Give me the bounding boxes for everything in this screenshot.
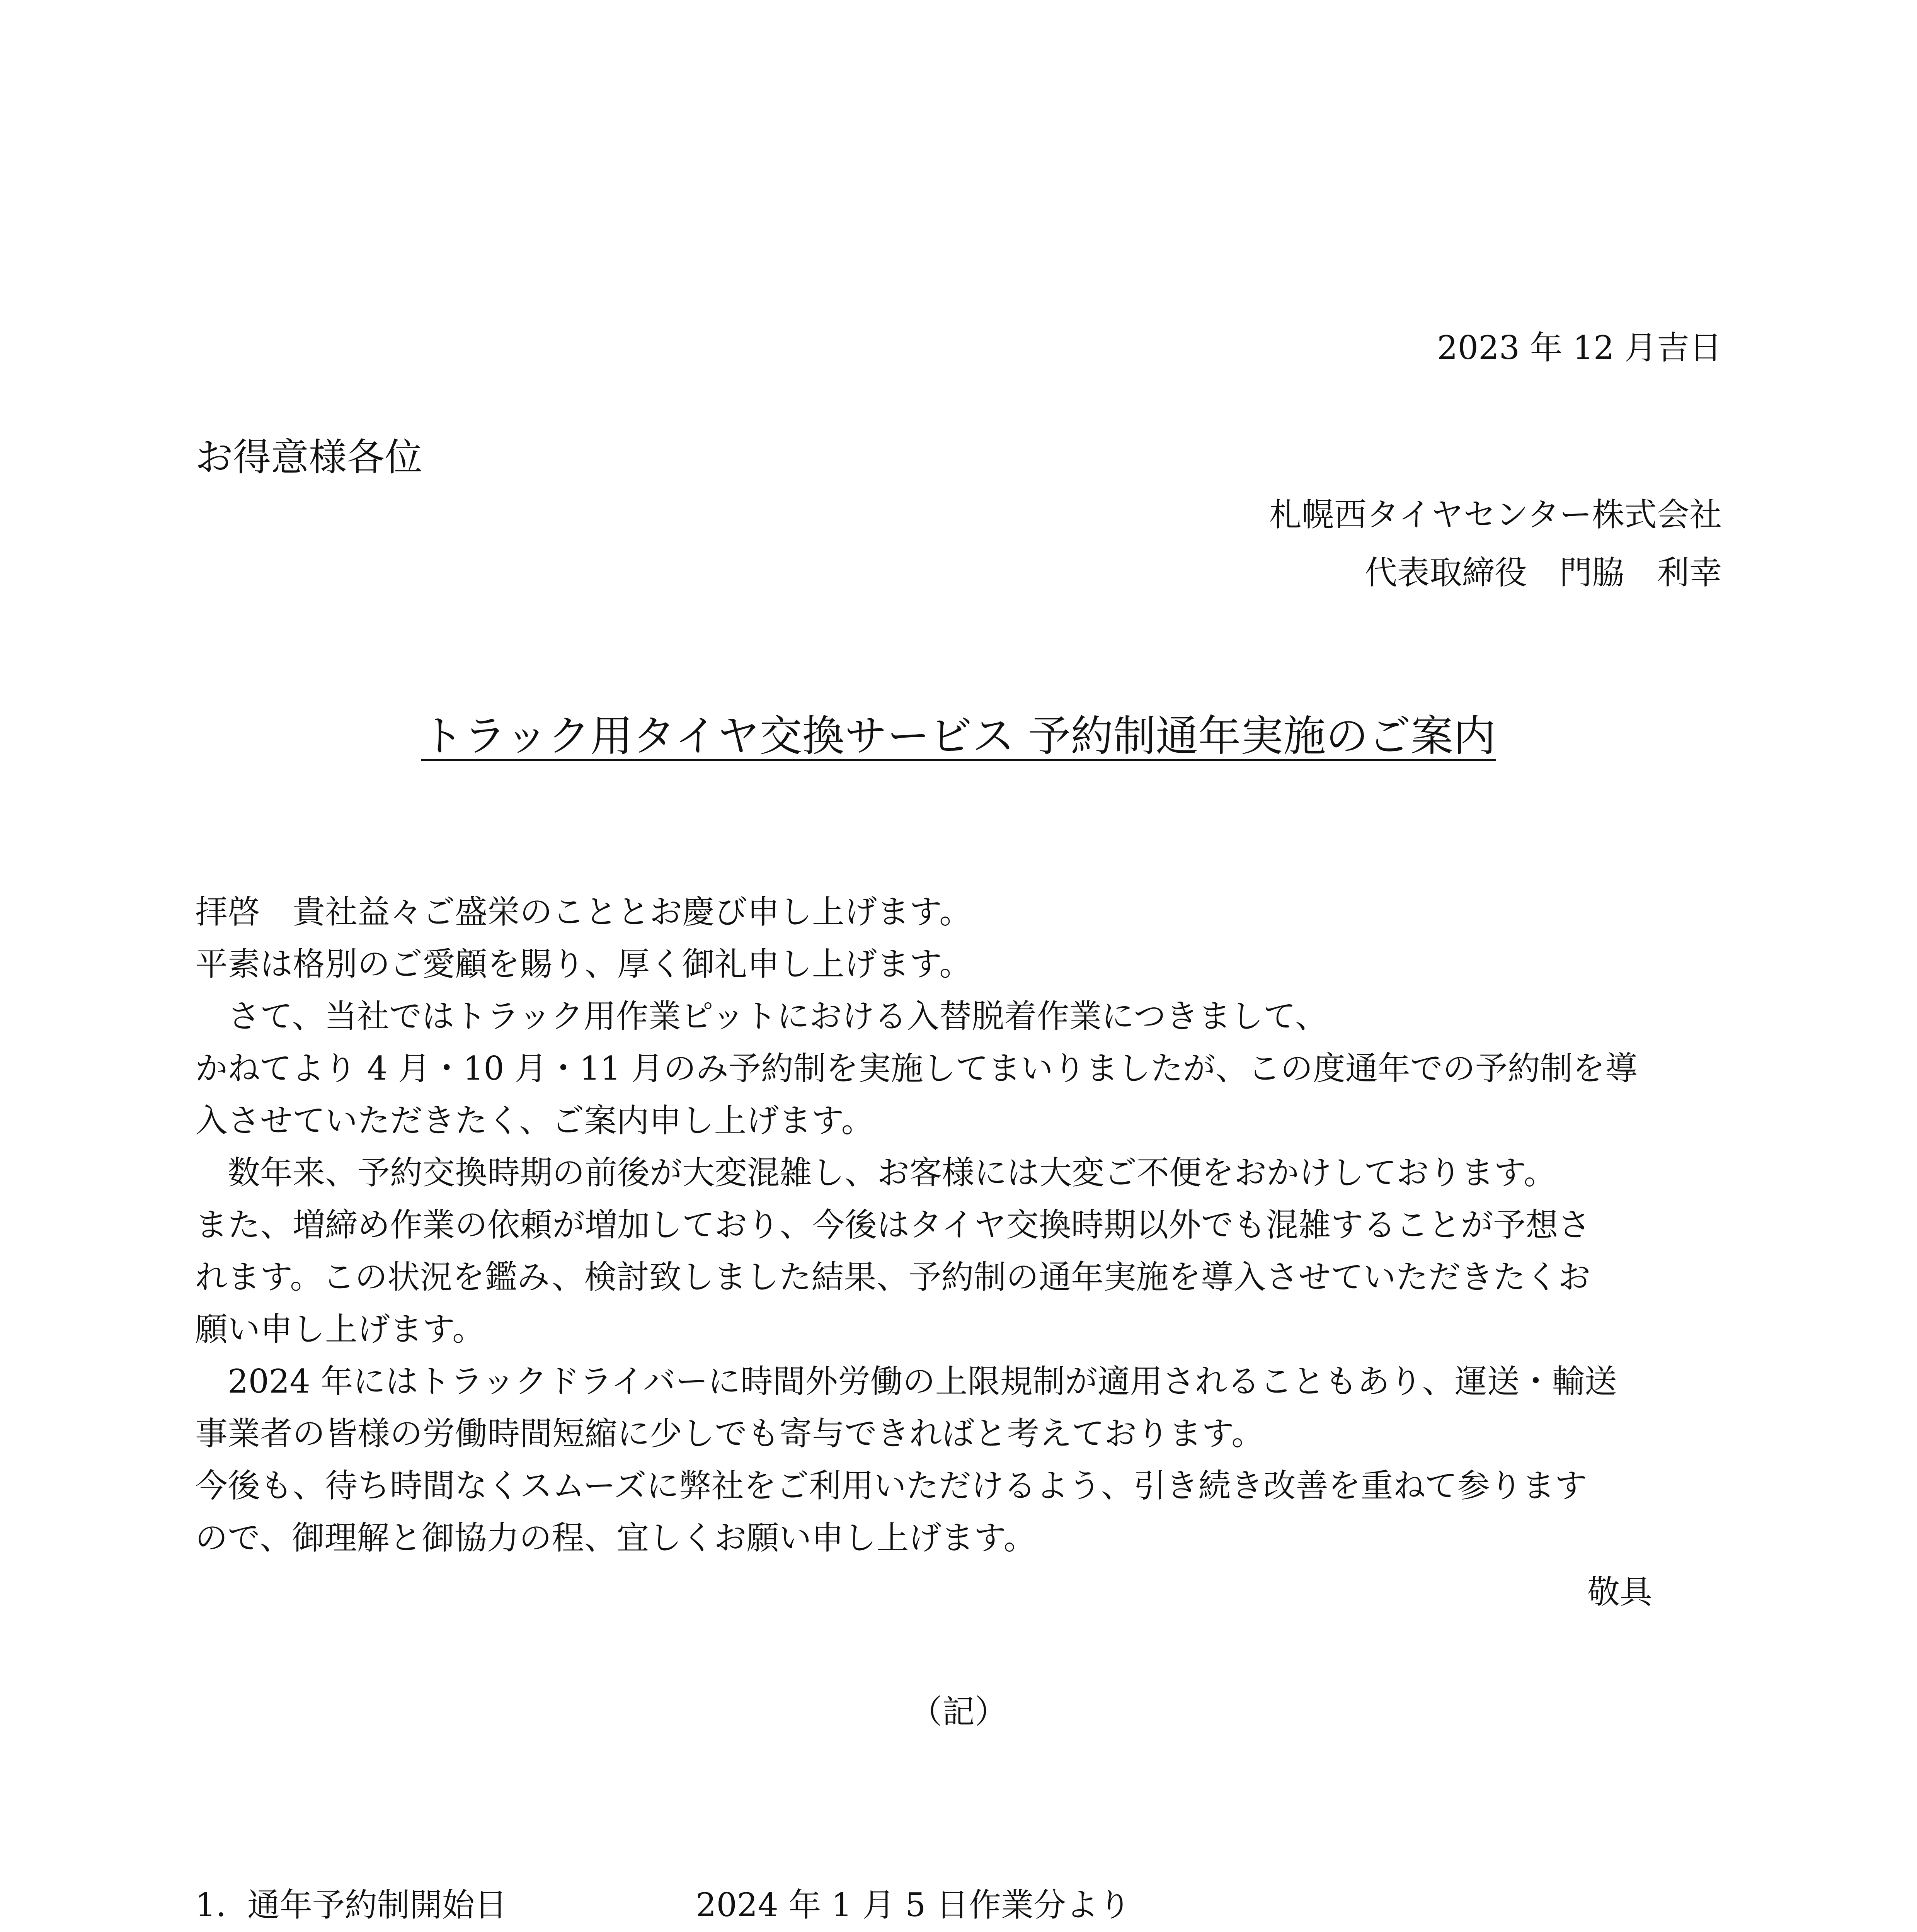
body-line: 事業者の皆様の労働時間短縮に少しでも寄与できればと考えております。 <box>195 1415 1264 1452</box>
item-number: 1. <box>195 1886 226 1924</box>
body-line: 願い申し上げます。 <box>195 1310 485 1348</box>
letter-date: 2023 年 12 月吉日 <box>1437 329 1722 367</box>
addressee: お得意様各位 <box>195 435 423 480</box>
body-line: 入させていただきたく、ご案内申し上げます。 <box>195 1102 874 1139</box>
body-line: かねてより 4 月・10 月・11 月のみ予約制を実施してまいりましたが、この度通年での予約制を導 <box>195 1049 1638 1087</box>
body-line: さて、当社ではトラック用作業ピットにおける入替脱着作業につきまして、 <box>195 997 1328 1035</box>
closing-keigu: 敬具 <box>1587 1573 1652 1611</box>
body-line: 拝啓 貴社益々ご盛栄のこととお慶び申し上げます。 <box>195 893 972 931</box>
body-line: 数年来、予約交換時期の前後が大変混雑し、お客様には大変ご不便をおかけしております。 <box>195 1154 1556 1192</box>
body-line: 今後も、待ち時間なくスムーズに弊社をご利用いただけるよう、引き続き改善を重ねて参ります <box>195 1467 1587 1505</box>
body-line: 2024 年にはトラックドライバーに時間外労働の上限規制が適用されることもあり、運送・輸送 <box>195 1362 1617 1400</box>
sender-representative: 代表取締役 門脇 利幸 <box>1364 554 1722 592</box>
document-title: トラック用タイヤ交換サービス 予約制通年実施のご案内 <box>421 711 1496 761</box>
title-container <box>0 711 1917 761</box>
body-line: ので、御理解と御協力の程、宜しくお願い申し上げます。 <box>195 1519 1036 1557</box>
body-line: 平素は格別のご愛顧を賜り、厚く御礼申し上げます。 <box>195 945 972 983</box>
ki-heading: （記） <box>909 1693 1007 1731</box>
item-value: 2024 年 1 月 5 日作業分より <box>696 1886 1131 1924</box>
body-line: れます。この状況を鑑み、検討致しました結果、予約制の通年実施を導入させていただきたくお <box>195 1258 1591 1296</box>
item-label: 通年予約制開始日 <box>247 1886 507 1924</box>
sender-company: 札幌西タイヤセンター株式会社 <box>1269 496 1722 534</box>
body-line: また、増締め作業の依頼が増加しており、今後はタイヤ交換時期以外でも混雑することが予想さ <box>195 1206 1591 1244</box>
